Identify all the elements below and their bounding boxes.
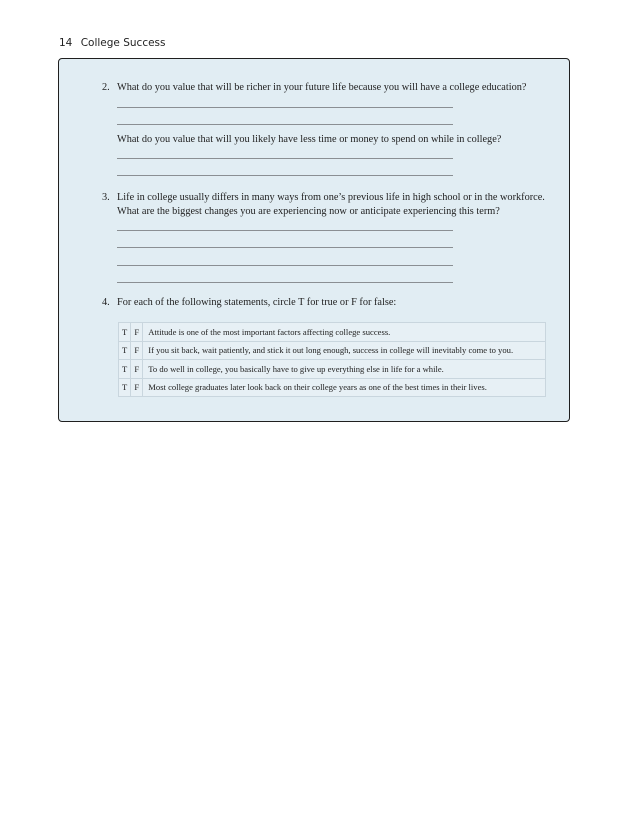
question-2-number: 2. bbox=[102, 82, 110, 93]
true-option[interactable]: T bbox=[119, 378, 131, 397]
answer-line[interactable] bbox=[117, 124, 453, 125]
answer-line[interactable] bbox=[117, 265, 453, 266]
statement-text: Attitude is one of the most important factors affecting college success. bbox=[143, 323, 546, 342]
question-3-number: 3. bbox=[102, 192, 110, 203]
true-option[interactable]: T bbox=[119, 323, 131, 342]
false-option[interactable]: F bbox=[131, 360, 143, 379]
answer-line[interactable] bbox=[117, 282, 453, 283]
table-row bbox=[119, 378, 546, 397]
table-row bbox=[119, 360, 546, 379]
true-false-table bbox=[118, 322, 546, 397]
statement-text: Most college graduates later look back on their college years as one of the best times in their lives. bbox=[143, 378, 546, 397]
table-row bbox=[119, 341, 546, 360]
question-3-line-1: Life in college usually differs in many ways from one’s previous life in high school or in the workforce. bbox=[117, 192, 545, 203]
question-3-line-2: What are the biggest changes you are experiencing now or anticipate experiencing this term? bbox=[117, 205, 500, 217]
question-3-prompt bbox=[117, 191, 557, 218]
answer-line[interactable] bbox=[117, 175, 453, 176]
statement-text: If you sit back, wait patiently, and stick it out long enough, success in college will inevitably come to you. bbox=[143, 341, 546, 360]
answer-line[interactable] bbox=[117, 247, 453, 248]
question-4-prompt: For each of the following statements, circle T for true or F for false: bbox=[117, 297, 397, 308]
running-head-title: College Success bbox=[80, 37, 166, 49]
false-option[interactable]: F bbox=[131, 323, 143, 342]
answer-line[interactable] bbox=[117, 107, 453, 108]
table-row bbox=[119, 323, 546, 342]
exercise-box bbox=[58, 58, 570, 422]
true-option[interactable]: T bbox=[119, 360, 131, 379]
statement-text: To do well in college, you basically have to give up everything else in life for a while. bbox=[143, 360, 546, 379]
answer-line[interactable] bbox=[117, 158, 453, 159]
running-head bbox=[59, 37, 166, 49]
question-2-prompt-b: What do you value that will you likely have less time or money to spend on while in college? bbox=[117, 134, 502, 145]
true-option[interactable]: T bbox=[119, 341, 131, 360]
false-option[interactable]: F bbox=[131, 341, 143, 360]
question-2-prompt-a: What do you value that will be richer in your future life because you will have a college education? bbox=[117, 82, 527, 93]
answer-line[interactable] bbox=[117, 230, 453, 231]
false-option[interactable]: F bbox=[131, 378, 143, 397]
question-4-number: 4. bbox=[102, 297, 110, 308]
page-number: 14 bbox=[59, 37, 73, 49]
